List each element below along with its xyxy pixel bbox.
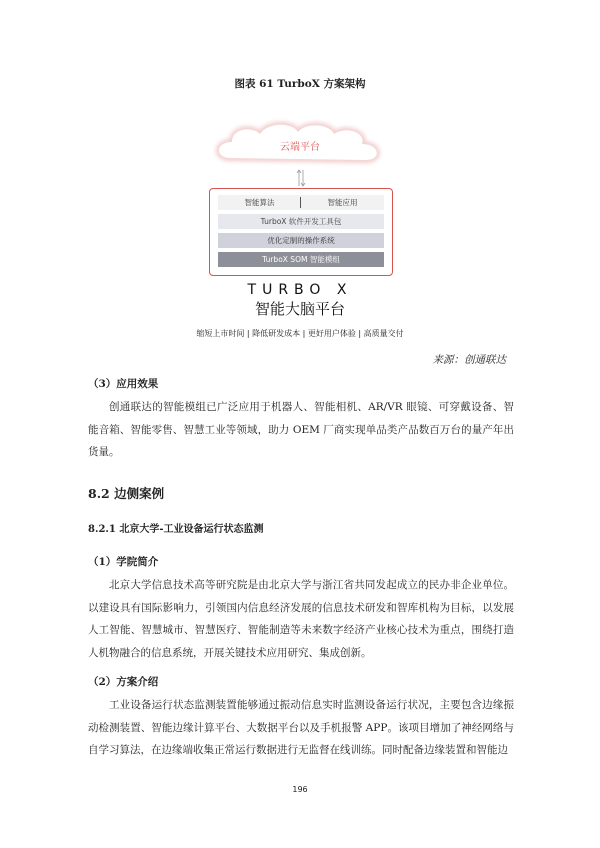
brand-tagline: 缩短上市时间 | 降低研发成本 | 更好用户体验 | 高质量交付 <box>196 329 404 338</box>
paragraph-solution-intro: 工业设备运行状态监测装置能够通过振动信息实时监测设备运行状况，主要包含边缘振动检测装置、智能边缘计算平台、大数据平台以及手机报警 APP。该项目增加了神经网络与自学习算法，在边缘端收集正常运行数据进行无监督在线训练。同时配备边缘装置和智能边 <box>88 699 514 756</box>
layer-applications <box>218 195 384 210</box>
paragraph-institute-intro: 北京大学信息技术高等研究院是由北京大学与浙江省共同发起成立的民办非企业单位。以建设具有国际影响力，引领国内信息经济发展的信息技术研发和智库机构为目标，以发展人工智能、智慧城市、智慧医疗、智能制造等未来数字经济产业核心技术为重点，围绕打造人机物融合的信息系统，开展关键技术应用研究、集成创新。 <box>88 579 514 659</box>
layer-apps-label: 智能应用 <box>327 198 358 207</box>
architecture-stack <box>209 188 393 276</box>
layer-os: 优化定制的操作系统 <box>218 233 384 248</box>
section-heading-edge-cases: 8.2 边侧案例 <box>88 486 165 501</box>
heading-institute-intro: （1）学院简介 <box>88 556 159 568</box>
figure-source: 来源：创通联达 <box>432 354 506 366</box>
cloud-label: 云端平台 <box>280 142 320 153</box>
layer-som: TurboX SOM 智能模组 <box>218 252 384 267</box>
layer-algorithms-label: 智能算法 <box>244 198 275 207</box>
page-number: 196 <box>292 785 308 794</box>
subsection-heading-pku: 8.2.1 北京大学-工业设备运行状态监测 <box>88 524 264 535</box>
sync-arrows-icon <box>296 168 306 188</box>
heading-solution-intro: （2）方案介绍 <box>88 676 159 688</box>
heading-application-effect: （3）应用效果 <box>88 378 159 390</box>
paragraph-application-effect: 创通联达的智能模组已广泛应用于机器人、智能相机、AR/VR 眼镜、可穿戴设备、智能音箱、智能零售、智慧工业等领域，助力 OEM 厂商实现单品类产品数百万台的量产年出货量。 <box>88 401 514 458</box>
cloud-platform <box>210 118 390 172</box>
figure-caption: 图表 61 TurboX 方案架构 <box>234 78 366 90</box>
layer-sdk: TurboX 软件开发工具包 <box>218 214 384 229</box>
brand-subtitle: 智能大脑平台 <box>254 300 345 318</box>
brand-logo: TURBO X <box>247 282 353 298</box>
